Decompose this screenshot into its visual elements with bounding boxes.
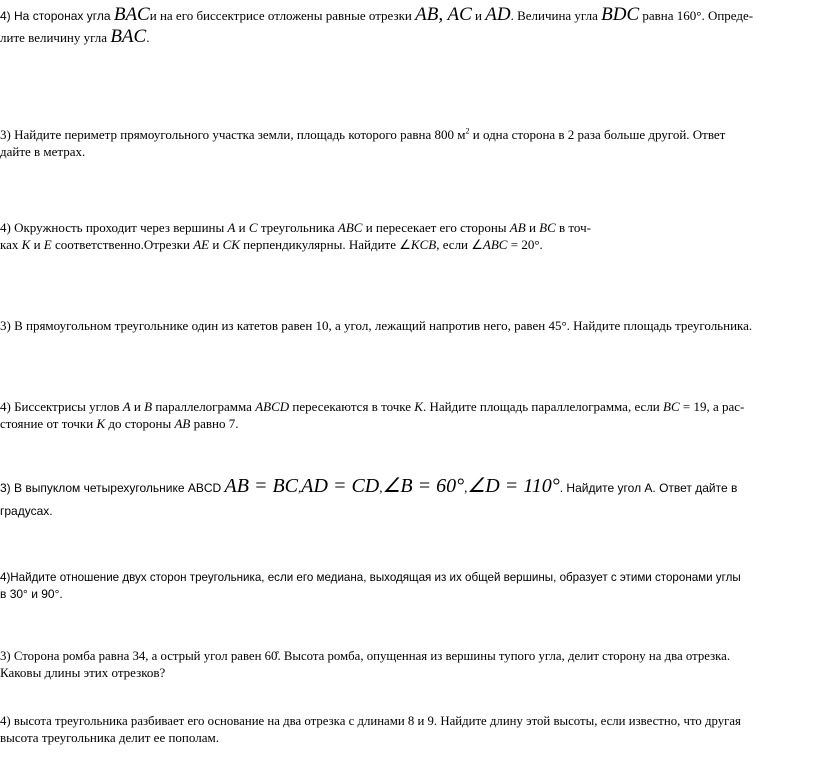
problem-8 [0,647,816,681]
problem-8-text: Каковы длины этих отрезков? [0,665,166,680]
problem-3-text: и пересекает его стороны [362,220,510,235]
problem-3-text: перпендикулярны. Найдите ∠ [239,237,411,252]
formula-bac: BAC [110,26,147,47]
math-var: ABCD [255,399,290,414]
problem-5-text: параллелограмма [152,399,256,414]
problem-1-text: равна 160°. Опреде- [639,8,754,23]
problem-5-text: пересекаются в точке [289,399,415,414]
math-var: AB [509,220,526,235]
problem-3-text: , если ∠ [436,237,483,252]
problem-4 [0,317,816,334]
problem-1-text: . [146,30,150,45]
math-var: E [43,237,52,252]
problem-9-text: высота треугольника делит ее пополам. [0,730,219,745]
problem-5-text: стояние от точки [0,416,97,431]
math-var: BC [539,220,556,235]
problem-6 [0,475,816,519]
problem-3-text: соответственно.Отрезки [51,237,194,252]
math-var: K [21,237,31,252]
math-var: ABC [482,237,508,252]
math-var: B [144,399,153,414]
problem-8-text: 3) Сторона ромба равна 34, а острый угол равен 60̊. Высота ромба, опущенная из вершины тупого угла, делит сторону на два отрезка. [0,649,731,663]
problem-1-text: и на его биссектрисе отложены равные отрезки [149,8,416,23]
math-var: A [122,399,131,414]
problem-3-text: и [235,220,249,235]
problem-6-text: 3) В выпуклом четырехугольнике ABCD [0,481,225,495]
math-var: ABC [337,220,363,235]
problem-3-text: в точ- [555,220,591,235]
problem-1-text: и [471,8,486,23]
problem-5-text: . Найдите площадь параллелограмма, если [422,399,664,414]
problem-3-text: = 20°. [507,237,543,252]
math-var: AB [174,416,191,431]
problem-3-text: и [30,237,44,252]
comma: , [464,480,468,495]
problem-2-text: и одна сторона в 2 раза больше другой. Ответ [469,127,726,142]
formula-bdc: BDC [601,4,640,25]
problem-1 [0,6,816,50]
problem-5 [0,398,816,432]
math-var: K [414,399,423,414]
formula-ad-cd: AD = CD [301,475,380,497]
problem-9-text: 4) высота треугольника разбивает его основание на два отрезка с длинами 8 и 9. Найдите длину этой высоты, если известно, что другая [0,714,741,728]
comma: , [298,480,302,495]
problem-1-text: На сторонах угла [14,9,114,23]
problem-3-text: ках [0,237,22,252]
problem-3-text: и [209,237,223,252]
problem-5-text: равно 7. [190,416,239,431]
problem-1-text: . Величина угла [510,8,602,23]
problem-5-text: = 19, а рас- [679,399,745,414]
problem-6-text: . Найдите угол A. Ответ дайте в [559,481,738,495]
formula-ad: AD [485,4,511,25]
problem-7-text: 4)Найдите отношение двух сторон треугольника, если его медиана, выходящая из их общей вершины, образует с этими сторонами углы [0,571,741,584]
problem-1-text: лите величину угла [0,30,111,45]
problem-9 [0,712,816,746]
problem-2-text: дайте в метрах. [0,144,86,159]
formula-bac: BAC [113,4,150,25]
problem-7-text: в 30° и 90°. [0,587,63,601]
formula-angle-d: ∠D = 110° [467,475,560,497]
math-var: A [227,220,236,235]
comma: , [379,480,383,495]
problem-5-text: и [130,399,145,414]
math-var: AE [193,237,210,252]
problem-3 [0,219,816,253]
problem-5-text: 4) Биссектрисы углов [0,399,123,414]
problem-7 [0,568,816,602]
problem-6-text: градусах. [0,504,53,518]
math-var: KCB [410,237,437,252]
problem-3-text: треугольника [257,220,338,235]
problem-2-text: 3) Найдите периметр прямоугольного участка земли, площадь которого равна 800 м [0,127,466,142]
math-var: BC [663,399,680,414]
formula-ab-ac: AB, AC [415,4,472,25]
problem-1-number: 4) [0,9,15,23]
problem-4-text: 3) В прямоугольном треугольнике один из катетов равен 10, а угол, лежащий напротив него, равен 45°. Найдите площадь треугольника. [0,318,753,333]
math-var: C [248,220,258,235]
problem-3-text: 4) Окружность проходит через вершины [0,220,228,235]
math-var: K [96,416,106,431]
problem-3-text: и [525,220,540,235]
superscript: 2 [465,126,470,136]
formula-ab-bc: AB = BC [224,475,299,497]
math-var: CK [222,237,240,252]
problem-2 [0,126,816,160]
problem-5-text: до стороны [105,416,175,431]
formula-angle-b: ∠B = 60° [382,475,465,497]
